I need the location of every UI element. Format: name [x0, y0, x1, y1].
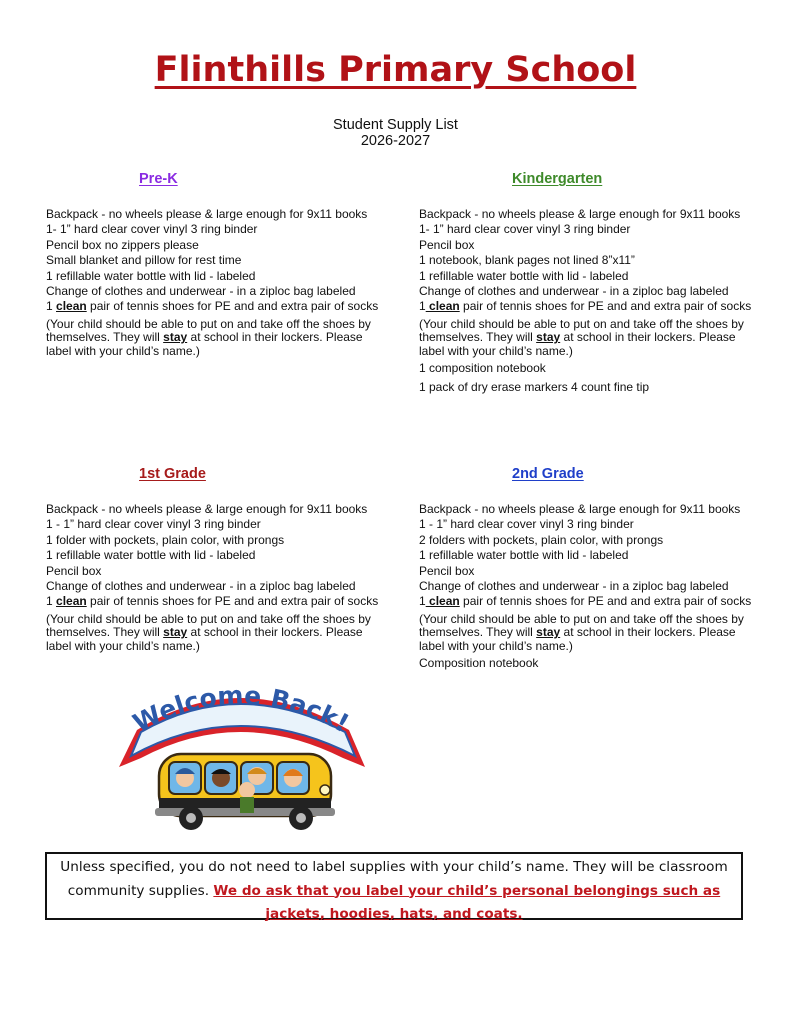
- supply-item: Pencil box: [419, 237, 475, 252]
- note-emphasis: stay: [163, 330, 188, 345]
- shoes-emphasis: clean: [425, 594, 460, 609]
- prek-heading: Pre-K: [139, 171, 178, 187]
- supply-item-shoes: [419, 594, 764, 609]
- supply-item: 1 - 1” hard clear cover vinyl 3 ring binder: [46, 517, 261, 532]
- shoes-note: [46, 318, 391, 359]
- supply-item-shoes: [46, 299, 391, 314]
- kindergarten-heading: Kindergarten: [512, 171, 603, 187]
- note-text: at school in their lockers. Please label with your child’s name.): [46, 625, 363, 653]
- supply-item: 1- 1” hard clear cover vinyl 3 ring binder: [419, 222, 631, 237]
- note-emphasis: stay: [536, 625, 561, 640]
- note-emphasis: stay: [163, 625, 188, 640]
- supply-item: 2 folders with pockets, plain color, with prongs: [419, 532, 664, 547]
- supply-item: Pencil box no zippers please: [46, 237, 199, 252]
- note-text: (Your child should be able to put on and take off the shoes by themselves. They will: [419, 316, 744, 345]
- supply-item: Change of clothes and underwear - in a ziploc bag labeled: [419, 284, 729, 299]
- supply-item: Small blanket and pillow for rest time: [46, 253, 242, 268]
- supply-item: 1 folder with pockets, plain color, with prongs: [46, 532, 285, 547]
- supply-item: Backpack - no wheels please & large enough for 9x11 books: [419, 207, 741, 221]
- note-text: at school in their lockers. Please label with your child’s name.): [46, 330, 363, 358]
- school-title: Flinthills Primary School: [154, 50, 637, 90]
- supply-item: Change of clothes and underwear - in a ziploc bag labeled: [46, 579, 356, 594]
- supply-item: 1 refillable water bottle with lid - labeled: [46, 548, 256, 563]
- supply-item: Composition notebook: [419, 656, 539, 671]
- supply-item-shoes: [419, 299, 764, 314]
- school-year: 2026-2027: [360, 133, 431, 149]
- shoes-text: pair of tennis shoes for PE and and extra pair of socks: [459, 594, 752, 609]
- note-text: at school in their lockers. Please label with your child’s name.): [419, 625, 736, 653]
- supply-item: 1 composition notebook: [419, 361, 546, 376]
- shoes-emphasis: clean: [56, 299, 87, 314]
- note-text: (Your child should be able to put on and take off the shoes by themselves. They will: [419, 611, 744, 640]
- supply-item: Backpack - no wheels please & large enough for 9x11 books: [46, 207, 368, 221]
- second-grade-heading: 2nd Grade: [512, 466, 584, 482]
- supply-item: 1 notebook, blank pages not lined 8”x11”: [419, 253, 635, 268]
- shoes-text: 1: [419, 299, 426, 314]
- supply-item: 1 pack of dry erase markers 4 count fine tip: [419, 379, 650, 394]
- supply-item: 1 refillable water bottle with lid - labeled: [419, 548, 629, 563]
- supply-item: Change of clothes and underwear - in a ziploc bag labeled: [46, 284, 356, 299]
- shoes-text: 1: [46, 594, 57, 609]
- label-supplies-note: [45, 852, 743, 920]
- first-grade-heading: 1st Grade: [139, 466, 206, 482]
- supply-item: Backpack - no wheels please & large enough for 9x11 books: [419, 502, 741, 516]
- supply-item: 1 - 1” hard clear cover vinyl 3 ring binder: [419, 517, 634, 532]
- banner-text: Welcome Back!: [128, 680, 354, 739]
- first-grade-supply-list: [46, 502, 391, 653]
- note-text: (Your child should be able to put on and take off the shoes by themselves. They will: [46, 611, 371, 640]
- supply-item: 1 refillable water bottle with lid - labeled: [46, 268, 256, 283]
- shoes-text: pair of tennis shoes for PE and and extra pair of socks: [86, 299, 379, 314]
- note-text: at school in their lockers. Please label with your child’s name.): [419, 330, 736, 358]
- note-text: Unless specified, you do not need to label supplies with your child’s name. They will be classroom community supplies.: [60, 859, 728, 899]
- supply-item: Backpack - no wheels please & large enough for 9x11 books: [46, 502, 368, 516]
- shoes-text: pair of tennis shoes for PE and and extra pair of socks: [459, 299, 752, 314]
- supply-item: Pencil box: [46, 563, 102, 578]
- supply-item: 1 refillable water bottle with lid - labeled: [419, 268, 629, 283]
- supply-item: 1- 1” hard clear cover vinyl 3 ring binder: [46, 222, 258, 237]
- welcome-back-bus-image: [97, 672, 382, 842]
- shoes-text: 1: [46, 299, 57, 314]
- list-title: Student Supply List: [333, 117, 458, 133]
- shoes-note: [419, 318, 764, 359]
- shoes-text: pair of tennis shoes for PE and and extra pair of socks: [86, 594, 379, 609]
- note-emphasis: stay: [536, 330, 561, 345]
- shoes-text: 1: [419, 594, 426, 609]
- note-emphasis: We do ask that you label your child’s personal belongings such as jackets, hoodies, hats, and coats.: [213, 882, 721, 922]
- prek-supply-list: [46, 207, 391, 358]
- supply-item: Change of clothes and underwear - in a ziploc bag labeled: [419, 579, 729, 594]
- supply-item: Pencil box: [419, 563, 475, 578]
- note-text: (Your child should be able to put on and take off the shoes by themselves. They will: [46, 316, 371, 345]
- supply-item-shoes: [46, 594, 391, 609]
- shoes-note: [419, 613, 764, 654]
- shoes-emphasis: clean: [56, 594, 87, 609]
- kindergarten-supply-list: [419, 207, 764, 395]
- shoes-note: [46, 613, 391, 654]
- shoes-emphasis: clean: [425, 299, 460, 314]
- second-grade-supply-list: [419, 502, 764, 672]
